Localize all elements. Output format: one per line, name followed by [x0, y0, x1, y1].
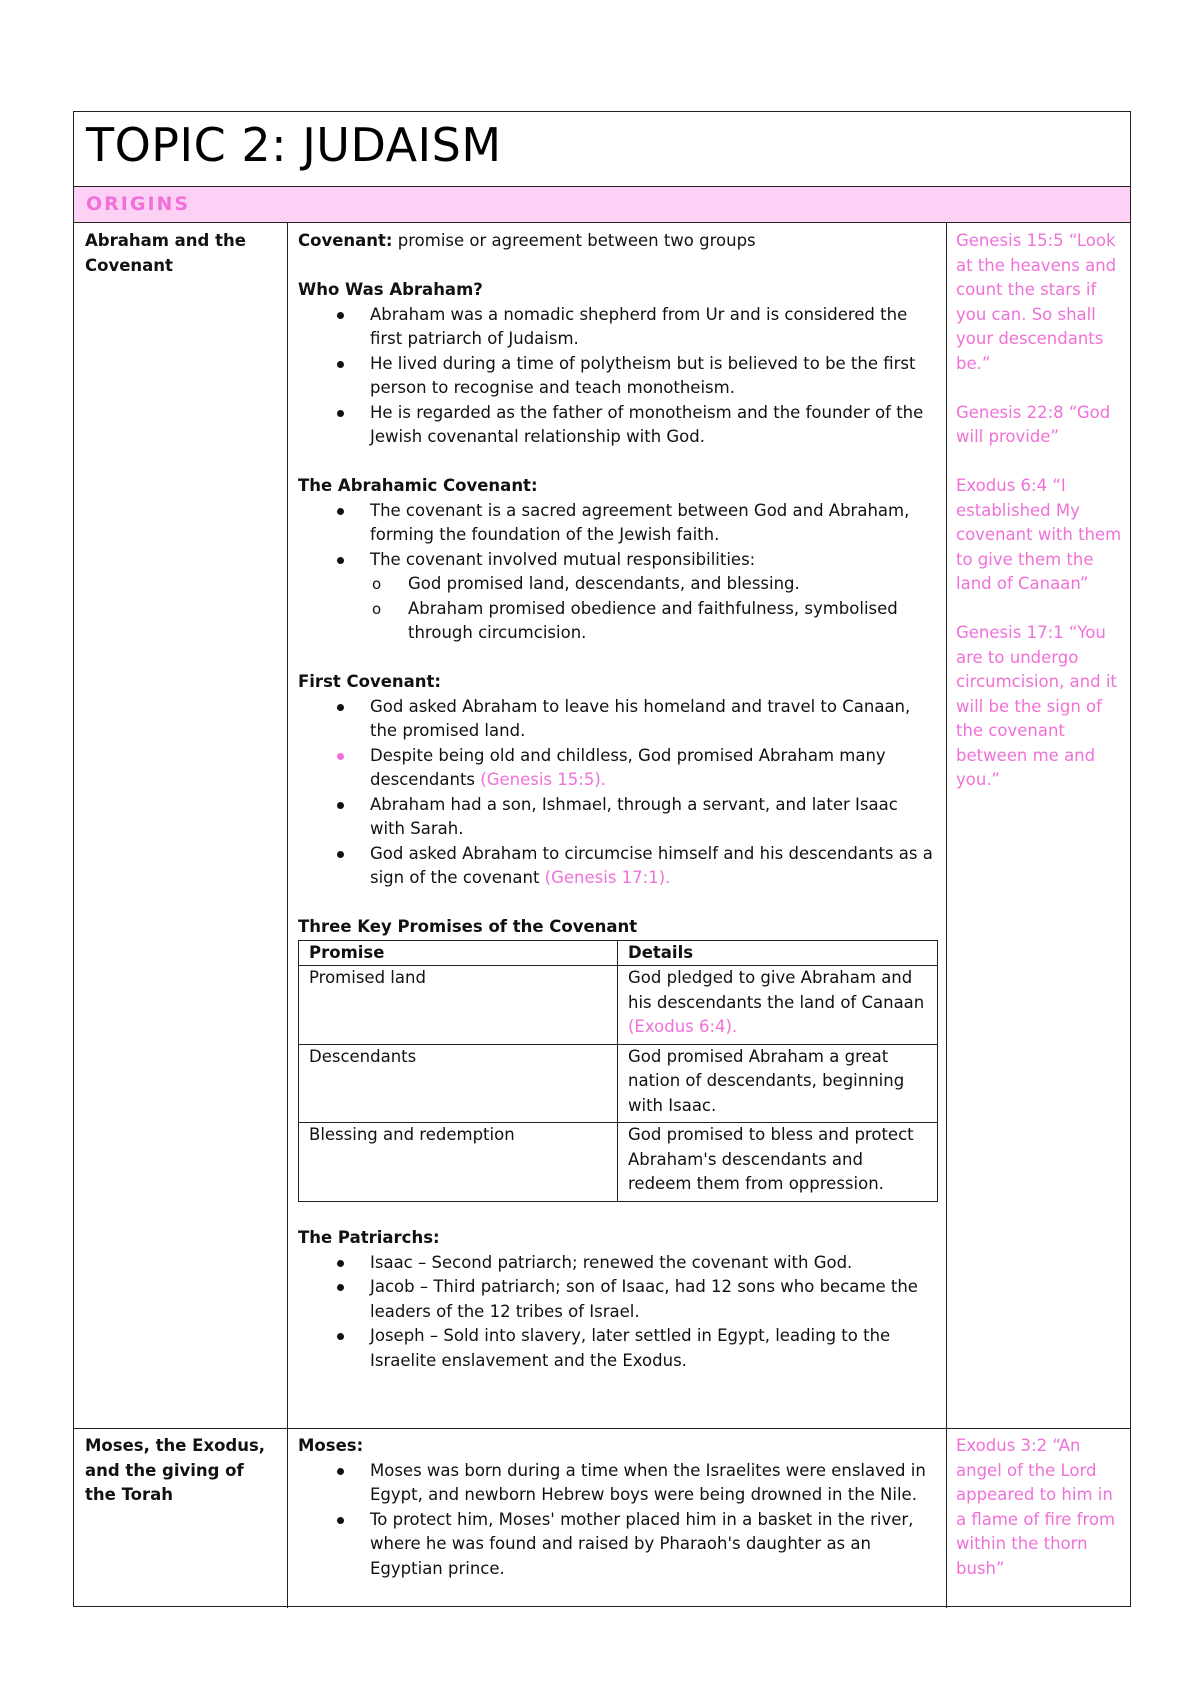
section-header [74, 187, 1130, 223]
list-item [370, 548, 936, 646]
list-item: Joseph – Sold into slavery, later settled in Egypt, leading to the Israelite enslavement and the Exodus. [370, 1324, 936, 1373]
table-cell: Promised land [299, 966, 618, 1045]
table-header-row [299, 940, 938, 966]
cell-text: God pledged to give Abraham and his descendants the land of Canaan [628, 968, 925, 1012]
row1-topic-heading: Abraham and the Covenant [85, 231, 246, 275]
list-item: Abraham was a nomadic shepherd from Ur and is considered the first patriarch of Judaism. [370, 303, 936, 352]
list-item-text: Despite being old and childless, God promised Abraham many descendants [370, 745, 886, 789]
table-row [299, 966, 938, 1045]
covenant-definition [298, 229, 936, 254]
scripture-ref: (Genesis 17:1). [544, 868, 671, 887]
patriarchs-list [298, 1251, 936, 1374]
table-row [299, 1123, 938, 1202]
list-item-text: The covenant involved mutual responsibilities: [370, 549, 756, 569]
table-cell [618, 966, 938, 1045]
list-item: Moses was born during a time when the Israelites were enslaved in Egypt, and newborn Hebrew boys were being drowned in the Nile. [370, 1459, 936, 1508]
list-item: He is regarded as the father of monotheism and the founder of the Jewish covenantal relationship with God. [370, 401, 936, 450]
who-heading: Who Was Abraham? [298, 280, 483, 299]
page-title: TOPIC 2: JUDAISM [86, 118, 502, 172]
table-cell: God promised to bless and protect Abraham's descendants and redeem them from oppression. [618, 1123, 938, 1202]
list-item: Abraham had a son, Ishmael, through a servant, and later Isaac with Sarah. [370, 793, 936, 842]
table-header: Promise [299, 940, 618, 966]
scripture-quote: Genesis 15:5 “Look at the heavens and count the stars if you can. So shall your descendants be.” [956, 231, 1117, 373]
scripture-ref: (Genesis 15:5). [480, 770, 607, 789]
list-item-text: God asked Abraham to circumcise himself and his descendants as a sign of the covenant [370, 843, 933, 887]
list-item [370, 842, 936, 891]
table-header: Details [618, 940, 938, 966]
list-item: Isaac – Second patriarch; renewed the covenant with God. [370, 1251, 936, 1276]
list-item: God asked Abraham to leave his homeland and travel to Canaan, the promised land. [370, 695, 936, 744]
covenant-term: Covenant: [298, 231, 393, 250]
table-cell: God promised Abraham a great nation of descendants, beginning with Isaac. [618, 1044, 938, 1123]
list-item: He lived during a time of polytheism but is believed to be the first person to recognise and teach monotheism. [370, 352, 936, 401]
covenant-def-text: promise or agreement between two groups [392, 231, 756, 250]
table-row [299, 1044, 938, 1123]
first-covenant-list [298, 695, 936, 891]
who-list [298, 303, 936, 450]
row2-quotes-cell [946, 1428, 1132, 1606]
table-cell: Descendants [299, 1044, 618, 1123]
scripture-ref: (Exodus 6:4). [628, 1017, 738, 1036]
row2-notes-cell [287, 1428, 946, 1581]
scripture-quote: Exodus 3:2 “An angel of the Lord appeared to him in a flame of fire from within the thorn bush” [956, 1436, 1116, 1578]
promises-table-heading: Three Key Promises of the Covenant [298, 917, 638, 936]
scripture-quote: Genesis 17:1 “You are to undergo circumcision, and it will be the sign of the covenant between me and you.” [956, 623, 1117, 789]
row2-topic-heading: Moses, the Exodus, and the giving of the Torah [85, 1436, 266, 1504]
row1-quotes-cell [946, 223, 1132, 817]
list-item [370, 744, 936, 793]
abrahamic-list [298, 499, 936, 646]
row1-topic-cell [74, 223, 287, 278]
row2-topic-cell [74, 1428, 287, 1508]
abrahamic-sublist [335, 572, 936, 646]
title-row [74, 112, 1130, 187]
row1-notes-cell [287, 223, 946, 1373]
scripture-quote: Exodus 6:4 “I established My covenant with them to give them the land of Canaan” [956, 476, 1122, 593]
moses-heading: Moses: [298, 1436, 364, 1455]
first-covenant-heading: First Covenant: [298, 672, 442, 691]
list-item: To protect him, Moses' mother placed him in a basket in the river, where he was found and raised by Pharaoh's daughter as an Egyptian prince. [370, 1508, 936, 1582]
scripture-quote: Genesis 22:8 “God will provide” [956, 402, 1111, 446]
section-label: ORIGINS [86, 193, 191, 215]
sub-list-item: o God promised land, descendants, and blessing. [408, 572, 936, 597]
patriarchs-heading: The Patriarchs: [298, 1228, 440, 1247]
moses-list [298, 1459, 936, 1582]
promises-table [298, 940, 938, 1202]
sub-list-item: o Abraham promised obedience and faithfulness, symbolised through circumcision. [408, 597, 936, 646]
abrahamic-heading: The Abrahamic Covenant: [298, 476, 538, 495]
table-cell: Blessing and redemption [299, 1123, 618, 1202]
document-table [73, 111, 1131, 1607]
list-item: The covenant is a sacred agreement between God and Abraham, forming the foundation of the Jewish faith. [370, 499, 936, 548]
list-item: Jacob – Third patriarch; son of Isaac, had 12 sons who became the leaders of the 12 tribes of Israel. [370, 1275, 936, 1324]
